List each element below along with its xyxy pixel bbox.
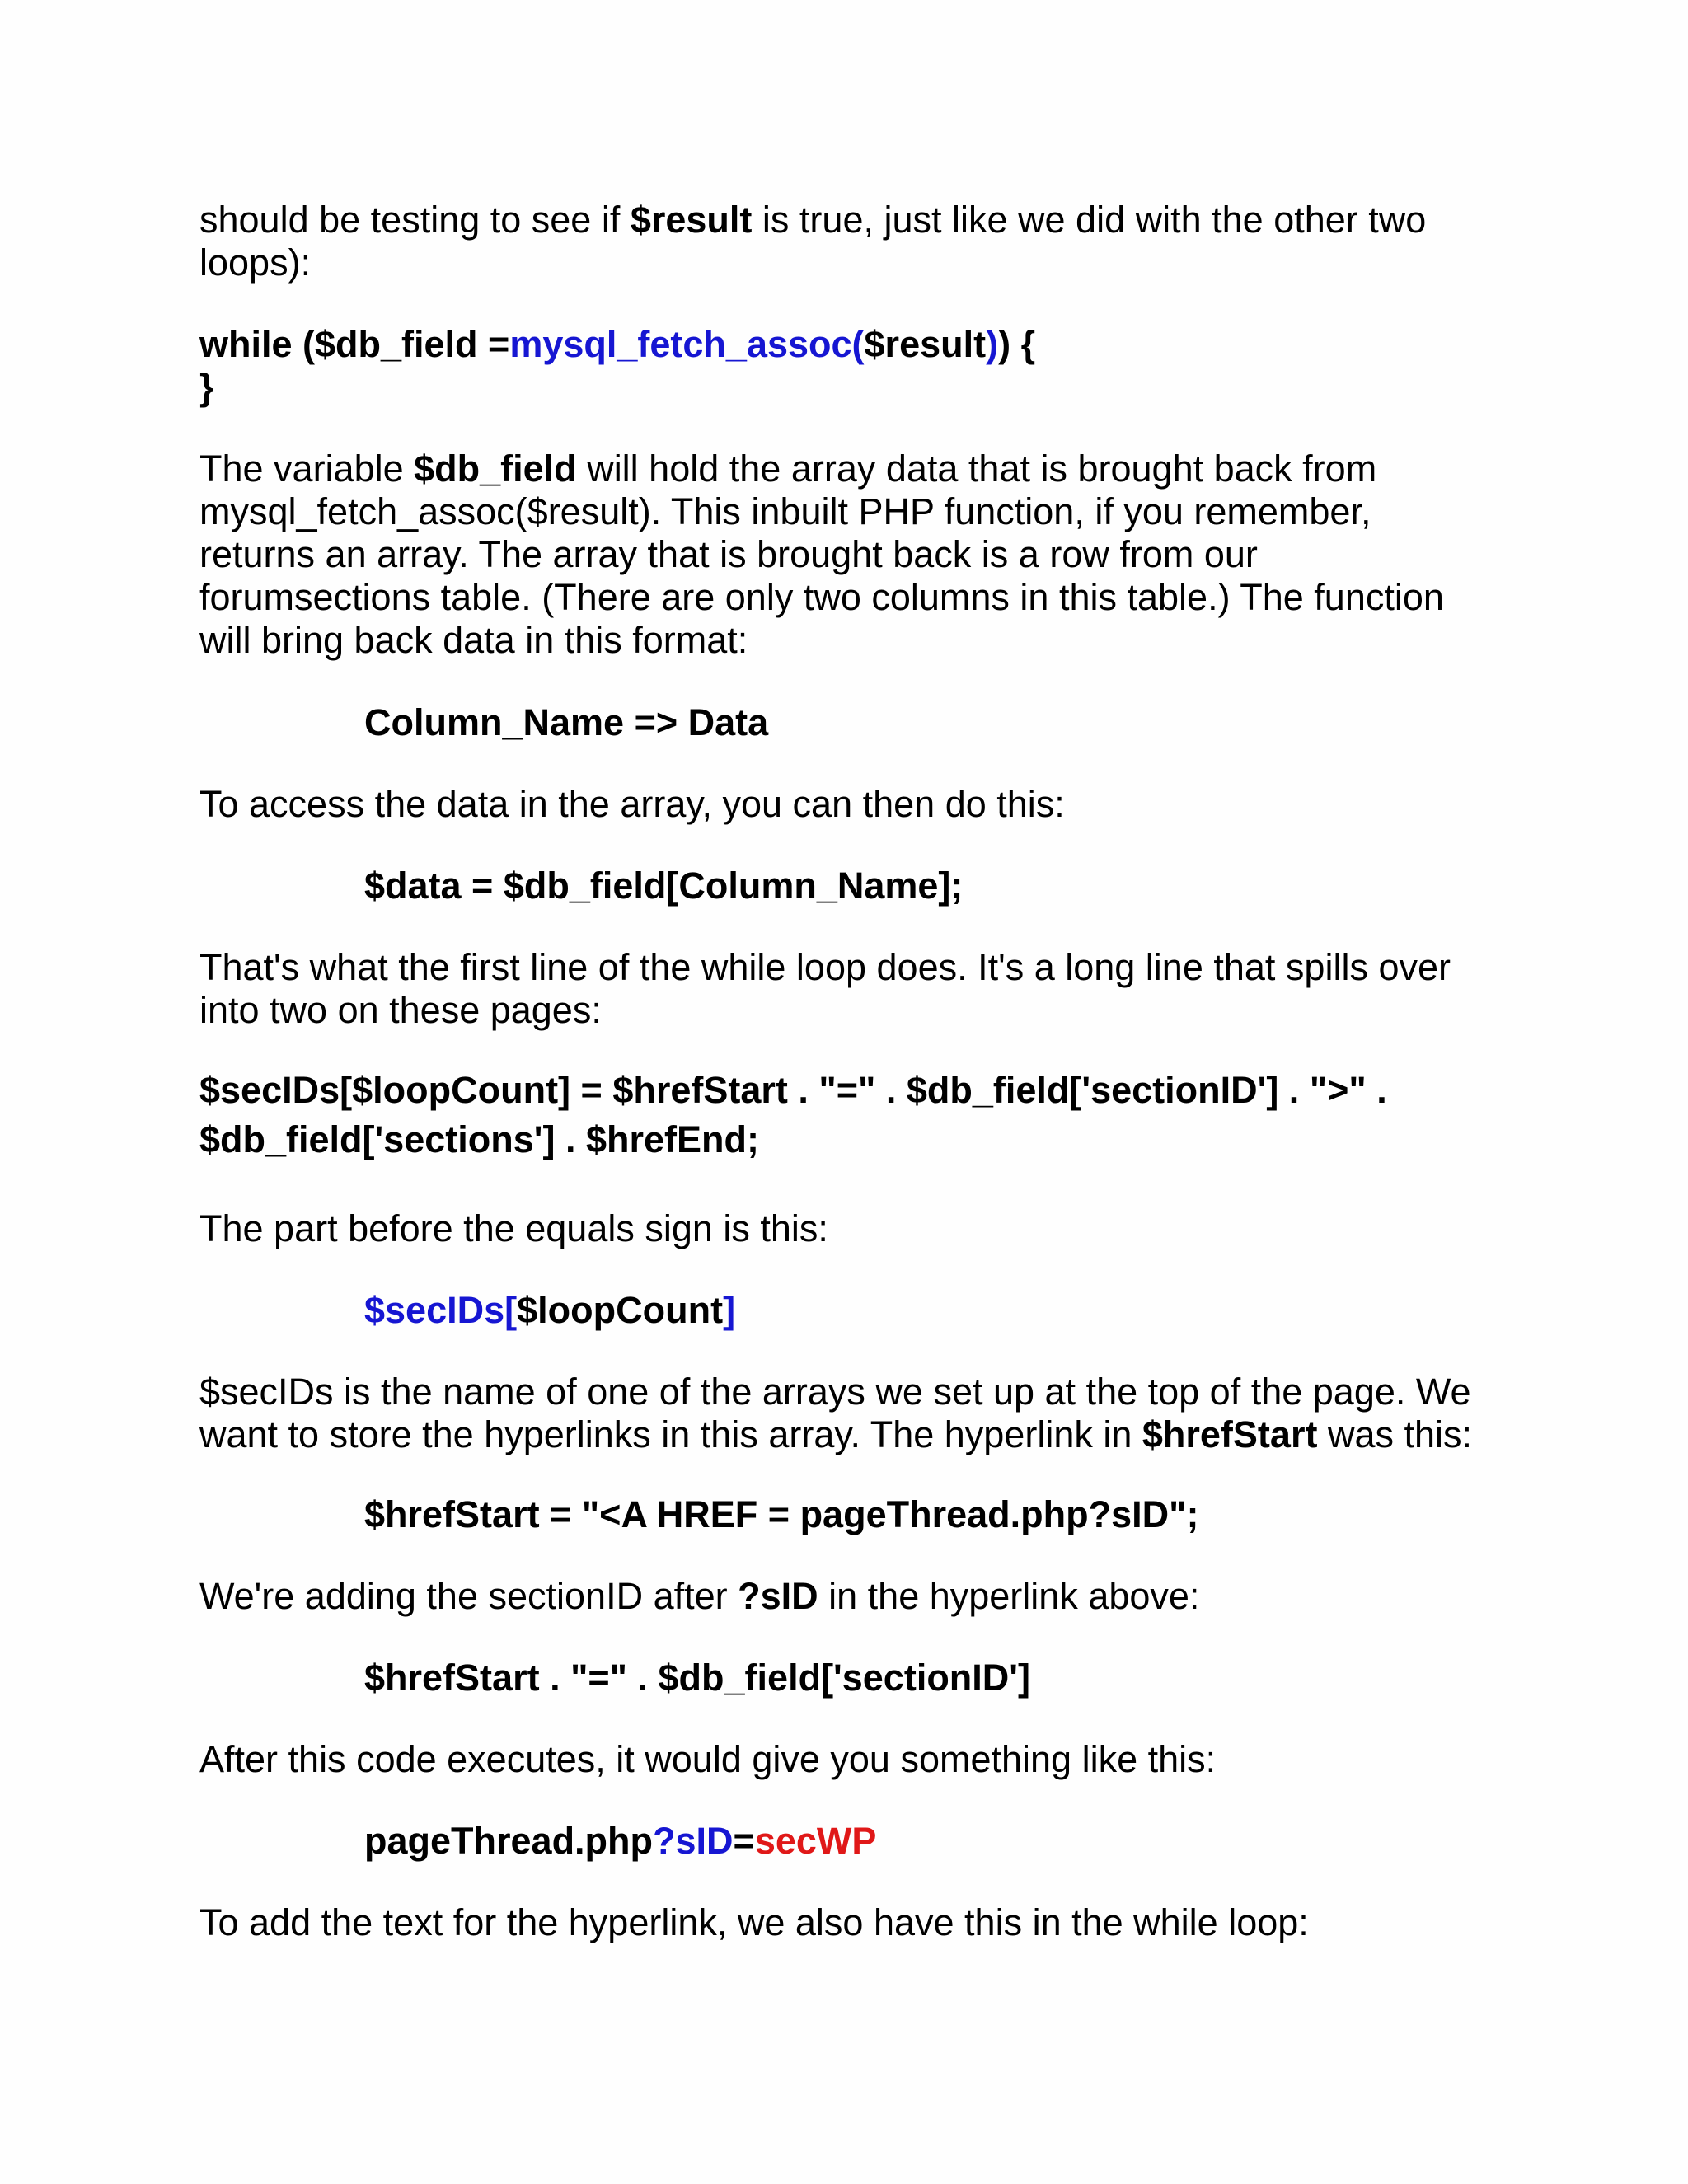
paragraph-intro: should be testing to see if $result is true, just like we did with the other two loops): xyxy=(199,199,1427,284)
inline-code-result: $result xyxy=(630,199,753,241)
code-column-format: Column_Name => Data xyxy=(364,701,769,743)
inline-code-sid: ?sID xyxy=(738,1575,818,1617)
paragraph-equals-sign: The part before the equals sign is this: xyxy=(199,1207,828,1249)
code-result-url: pageThread.php?sID=secWP xyxy=(364,1820,877,1862)
code-access-data: $data = $db_field[Column_Name]; xyxy=(364,865,964,907)
paragraph-after-execute: After this code executes, it would give you something like this: xyxy=(199,1738,1217,1780)
paragraph-access-data: To access the data in the array, you can then do this: xyxy=(199,783,1065,825)
inline-code-hrefstart: $hrefStart xyxy=(1142,1413,1318,1455)
paragraph-db-field: The variable $db_field will hold the array data that is brought back from mysql_fetch_assoc($result). This inbuilt PHP function, if you remember, returns an array. The array that is brought back is a row from our forumsections table. (There are only two columns in this table.) The function will bring back data in this format: xyxy=(199,448,1444,661)
paragraph-adding-sectionid: We're adding the sectionID after ?sID in the hyperlink above: xyxy=(199,1575,1200,1617)
function-name: mysql_fetch_assoc( xyxy=(509,323,865,365)
code-secids: $secIDs[$loopCount] xyxy=(364,1289,736,1331)
code-while-loop: while ($db_field =mysql_fetch_assoc($result)) { } xyxy=(199,323,1036,408)
paragraph-hyperlink-text: To add the text for the hyperlink, we also have this in the while loop: xyxy=(199,1901,1309,1943)
inline-code-db-field: $db_field xyxy=(414,448,577,490)
code-long-line: $secIDs[$loopCount] = $hrefStart . "=" . $db_field['sectionID'] . ">" . $db_field['sections'] . $hrefEnd; xyxy=(199,1069,1387,1160)
code-hrefstart: $hrefStart = "<A HREF = pageThread.php?sID"; xyxy=(364,1493,1199,1535)
code-concat: $hrefStart . "=" . $db_field['sectionID'] xyxy=(364,1657,1030,1699)
paragraph-secids-array: $secIDs is the name of one of the arrays we set up at the top of the page. We want to store the hyperlinks in this array. The hyperlink in $hrefStart was this: xyxy=(199,1371,1473,1455)
paragraph-first-line: That's what the first line of the while loop does. It's a long line that spills over into two on these pages: xyxy=(199,946,1451,1031)
